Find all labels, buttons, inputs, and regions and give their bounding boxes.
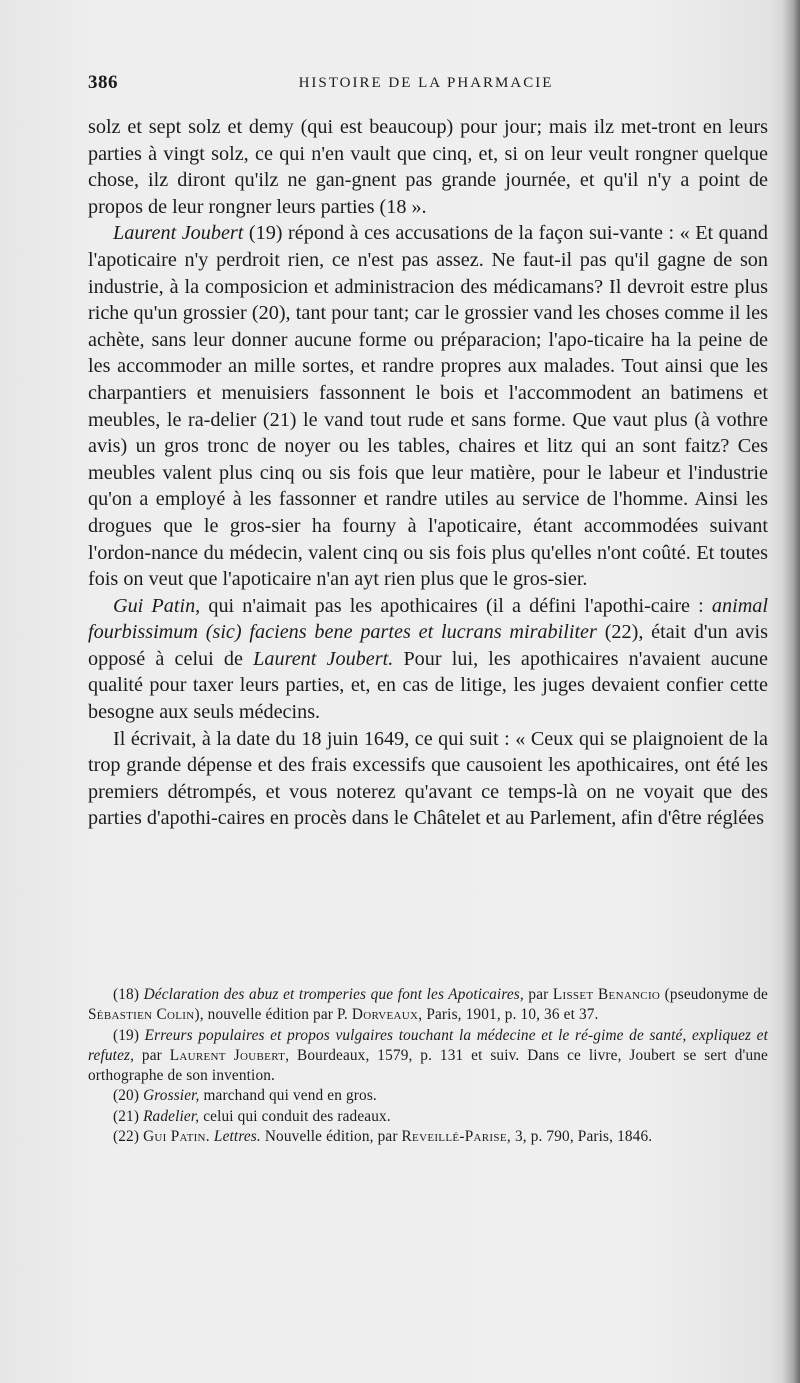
- footnote-text: Paris, 1901, p. 10, 36 et 37.: [422, 1006, 599, 1024]
- page-number: 386: [88, 72, 118, 93]
- page-edge-shadow: [782, 0, 800, 1383]
- person-name: Laurent Joubert: [113, 222, 244, 245]
- paragraph: [88, 593, 768, 726]
- page-header: [88, 72, 764, 96]
- footnote: [88, 985, 768, 1026]
- glossary-term: Radelier,: [143, 1107, 200, 1125]
- footnote: [88, 1127, 768, 1147]
- footnote-number: (19): [113, 1026, 145, 1044]
- paragraph-text: qui n'aimait pas les apothicaires (il a défini l'apothi-caire :: [200, 594, 712, 617]
- footnote-number: (20): [113, 1087, 144, 1105]
- author-name: Laurent Joubert: [169, 1046, 286, 1064]
- footnote-text: ), nouvelle édition par P.: [194, 1006, 352, 1024]
- running-head: HISTOIRE DE LA PHARMACIE: [298, 75, 554, 91]
- footnote-text: 3, p. 790, Paris, 1846.: [510, 1128, 653, 1146]
- paragraph: Il écrivait, à la date du 18 juin 1649, ce qui suit : « Ceux qui se plaignoient de la trop grande dépense et des frais excessifs que causoient les apothicaires, ont été les premiers détrompés, et vous noterez qu'avant ce temps-là on ne voyait que des parties d'apothi-caires en procès dans le Châtelet et au Parlement, afin d'être réglées: [88, 727, 768, 830]
- author-name: Gui Patin.: [143, 1128, 210, 1146]
- footnote: [88, 1107, 768, 1127]
- footnote-text: par: [134, 1046, 170, 1064]
- paragraph-text: (19) répond à ces accusations de la façon sui-vante : « Et quand l'apoticaire n'y perdroit rien, ce n'est pas assez. Ne faut-il pas qu'il gagne de son industrie, à la composicion et administracion des médicamans? Il devroit estre plus riche qu'un grossier (20), tant pour tant; car le grossier vand les choses comme il les achète, sans leur donner aucune forme ou préparacion; l'apo-ticaire ha la peine de les accommoder an mille sortes, et randre propres aux malades. Tout ainsi que les charpantiers et menuisiers fassonnent le bois et l'accommodent an batimens et meubles, le ra-delier (21) le vand tout rude et sans forme. Que vaut plus (à vothre avis) un gros tronc de noyer ou les tables, chaires et litz qui an sont faitz? Ces meubles valent plus cinq ou sis fois que leur matière, pour le labeur et l'industrie qu'on a employé à les fassonner et randre utiles au service de l'homme. Ainsi les drogues que le gros-sier ha fourny à l'apoticaire, étant accommodées suivant l'ordon-nance du médecin, valent cinq ou sis fois plus qu'elles n'ont coûté. Et toutes fois on veut que l'apoticaire n'an ayt rien plus que le gros-sier.: [88, 222, 768, 591]
- person-name: Gui Patin,: [113, 594, 201, 617]
- body-text: [88, 114, 768, 832]
- footnotes: [88, 985, 768, 1147]
- footnote-text: , Bourdeaux, 1579, p. 131 et suiv. Dans ce livre, Joubert se sert d'une orthographe de son invention.: [88, 1046, 768, 1085]
- paragraph-text: Pour lui, les apothicaires n'avaient aucune qualité pour taxer leurs parties, et, en cas de litige, les juges devaient confier cette besogne aux seuls médecins.: [88, 647, 768, 724]
- footnote-text: celui qui conduit des radeaux.: [199, 1107, 391, 1125]
- author-name: Lisset Benancio: [552, 986, 661, 1003]
- footnote-title: Erreurs populaires et propos vulgaires touchant la médecine et le ré-gime de santé, expliquez et refutez,: [88, 1026, 769, 1064]
- footnote-number: (21): [113, 1107, 144, 1125]
- glossary-term: Grossier,: [143, 1087, 200, 1105]
- footnote-title: Lettres.: [213, 1128, 261, 1146]
- footnote-text: par: [523, 986, 553, 1003]
- author-name: Dorveaux,: [351, 1006, 423, 1024]
- author-name: Sébastien Colin: [88, 1006, 195, 1024]
- footnote: [88, 1086, 768, 1106]
- footnote: [88, 1026, 768, 1087]
- paragraph-text: (22), était d'un avis opposé à celui de: [88, 621, 768, 670]
- footnote-text: (pseudonyme de: [660, 986, 768, 1003]
- footnote-number: (18): [113, 986, 144, 1003]
- author-name: Reveillé-Parise,: [401, 1128, 511, 1146]
- latin-quote: animal fourbissimum (sic) faciens bene partes et lucrans mirabiliter: [88, 594, 768, 644]
- paragraph: [88, 220, 768, 592]
- person-name: Laurent Joubert.: [253, 647, 394, 670]
- paragraph: solz et sept solz et demy (qui est beaucoup) pour jour; mais ilz met-tront en leurs parties à vingt solz, ce qui n'en vault que cinq, et, si on leur veult rongner quelque chose, ilz diront qu'ilz ne gan-gnent pas grande journée, et qu'il n'y a point de propos de leur rongner leurs parties (18 ».: [88, 116, 768, 218]
- footnote-text: marchand qui vend en gros.: [199, 1087, 377, 1105]
- footnote-title: Déclaration des abuz et tromperies que font les Apoticaires,: [143, 986, 524, 1003]
- footnote-number: (22): [113, 1128, 144, 1146]
- footnote-text: Nouvelle édition, par: [260, 1128, 402, 1146]
